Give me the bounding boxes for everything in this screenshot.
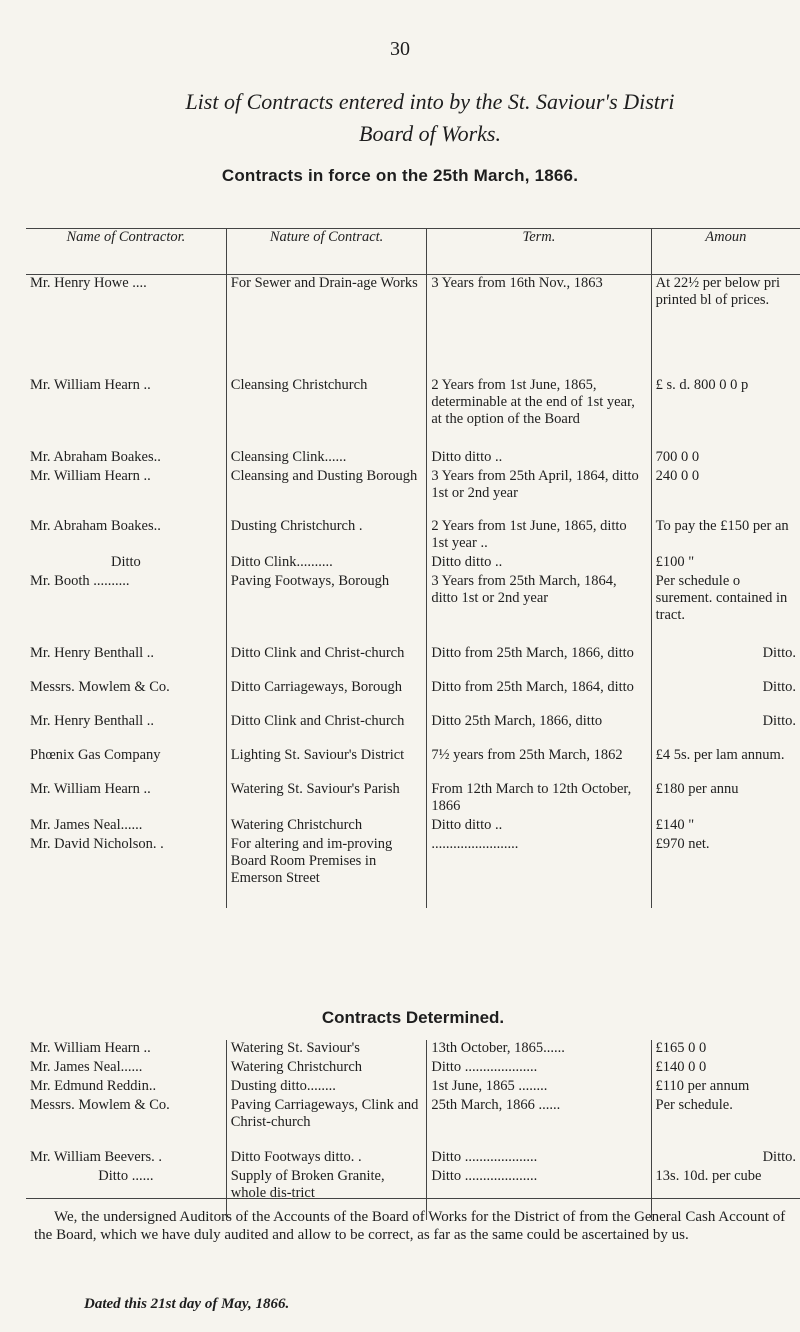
table-row: [26, 275, 800, 377]
contract-amount: £ s. d. 800 0 0 p: [651, 377, 800, 449]
contractor-name: Mr. James Neal......: [30, 817, 143, 833]
header-bottom-rule: [26, 274, 800, 275]
contractor-name: Mr. James Neal......: [30, 1059, 143, 1075]
contractor-name: Messrs. Mowlem & Co.: [30, 1097, 170, 1113]
table-row: [26, 1149, 800, 1168]
contract-nature: Paving Carriageways, Clink and Christ-church: [226, 1097, 427, 1149]
contract-nature: Dusting ditto........: [226, 1078, 427, 1097]
contract-term: 2 Years from 1st June, 1865, determinable at the end of 1st year, at the option of the Board: [427, 377, 651, 449]
contract-amount: To pay the £150 per an: [651, 518, 800, 554]
contract-nature: Ditto Clink and Christ-church: [226, 645, 427, 679]
contract-term: Ditto ditto ..: [427, 817, 651, 836]
contract-amount: Ditto.: [651, 645, 800, 679]
contract-term: Ditto from 25th March, 1866, ditto: [427, 645, 651, 679]
contractor-name: Mr. Edmund Reddin..: [30, 1078, 157, 1094]
table-row: [26, 554, 800, 573]
contract-nature: For altering and im-proving Board Room Premises in Emerson Street: [226, 836, 427, 908]
contractor-name: Ditto ......: [98, 1168, 154, 1184]
contract-nature: Supply of Broken Granite, whole dis-trict: [226, 1168, 427, 1220]
contract-amount: 700 0 0: [651, 449, 800, 468]
contract-term: Ditto 25th March, 1866, ditto: [427, 713, 651, 747]
contract-amount: £140 ": [651, 817, 800, 836]
auditors-statement: We, the undersigned Auditors of the Accounts of the Board of Works for the District of from the General Cash Account of the Board, which we have duly audited and allow to be correct, as far as the same could be ascertained by us.: [34, 1209, 786, 1243]
contractor-name: Mr. William Beevers. .: [30, 1149, 163, 1165]
contract-nature: Cleansing Christchurch: [226, 377, 427, 449]
table-row: [26, 836, 800, 908]
table-row: [26, 518, 800, 554]
page-number: 30: [390, 38, 410, 60]
title-line-1: List of Contracts entered into by the St. Saviour's Distri: [185, 89, 675, 114]
contract-term: Ditto ....................: [427, 1149, 651, 1168]
contract-term: 1st June, 1865 ........: [427, 1078, 651, 1097]
table-row: [26, 1078, 800, 1097]
contract-nature: Dusting Christchurch .: [226, 518, 427, 554]
contract-nature: For Sewer and Drain-age Works: [226, 275, 427, 377]
contract-nature: Cleansing Clink......: [226, 449, 427, 468]
contractor-name: Mr. William Hearn ..: [30, 377, 151, 393]
table-row: [26, 573, 800, 645]
contract-nature: Ditto Carriageways, Borough: [226, 679, 427, 713]
contract-amount: £970 net.: [651, 836, 800, 908]
contracts-determined-table: [26, 1040, 800, 1220]
table-row: [26, 645, 800, 679]
contract-term: Ditto ditto ..: [427, 449, 651, 468]
contractor-name: Mr. Abraham Boakes..: [30, 449, 161, 465]
contract-nature: Watering Christchurch: [226, 1059, 427, 1078]
contractor-name: Mr. Henry Benthall ..: [30, 713, 155, 729]
table-row: [26, 449, 800, 468]
contract-nature: Ditto Clink and Christ-church: [226, 713, 427, 747]
table-row: [26, 1059, 800, 1078]
contractor-name: Mr. David Nicholson. .: [30, 836, 164, 852]
contract-nature: Ditto Clink..........: [226, 554, 427, 573]
contract-nature: Watering Christchurch: [226, 817, 427, 836]
contract-term: Ditto ditto ..: [427, 554, 651, 573]
table-row: [26, 781, 800, 817]
contracts-in-force-table: [26, 229, 800, 908]
contract-term: ........................: [427, 836, 651, 908]
header-amount: Amoun: [651, 229, 800, 275]
table-row: [26, 377, 800, 449]
contract-nature: Ditto Footways ditto. .: [226, 1149, 427, 1168]
header-term: Term.: [427, 229, 651, 275]
contract-amount: £180 per annu: [651, 781, 800, 817]
contract-nature: Lighting St. Saviour's District: [226, 747, 427, 781]
table-row: [26, 1097, 800, 1149]
contract-term: Ditto ....................: [427, 1059, 651, 1078]
contract-amount: £110 per annum: [651, 1078, 800, 1097]
contract-term: 3 Years from 25th March, 1864, ditto 1st or 2nd year: [427, 573, 651, 645]
contractor-name: Mr. Abraham Boakes..: [30, 518, 161, 534]
table-row: [26, 468, 800, 518]
contract-term: 13th October, 1865......: [427, 1040, 651, 1059]
table-row: [26, 817, 800, 836]
contracts-determined-heading: Contracts Determined.: [321, 1008, 505, 1027]
contract-term: 7½ years from 25th March, 1862: [427, 747, 651, 781]
contract-amount: 13s. 10d. per cube: [651, 1168, 800, 1220]
contract-term: 25th March, 1866 ......: [427, 1097, 651, 1149]
contract-term: From 12th March to 12th October, 1866: [427, 781, 651, 817]
contract-amount: £140 0 0: [651, 1059, 800, 1078]
contractor-name: Messrs. Mowlem & Co.: [30, 679, 170, 695]
contract-nature: Watering St. Saviour's: [226, 1040, 427, 1059]
table-row: [26, 1040, 800, 1059]
contractor-name: Mr. Booth ..........: [30, 573, 130, 589]
contractor-name: Mr. Henry Howe ....: [30, 275, 147, 291]
contract-amount: £100 ": [651, 554, 800, 573]
table-row: [26, 679, 800, 713]
dated-line: Dated this 21st day of May, 1866.: [84, 1296, 290, 1312]
contract-nature: Cleansing and Dusting Borough: [226, 468, 427, 518]
contract-nature: Paving Footways, Borough: [226, 573, 427, 645]
contract-amount: Ditto.: [651, 1149, 800, 1168]
contractor-name: Mr. Henry Benthall ..: [30, 645, 155, 661]
contract-amount: Ditto.: [651, 713, 800, 747]
contractor-name: Mr. William Hearn ..: [30, 781, 151, 797]
contract-amount: £4 5s. per lam annum.: [651, 747, 800, 781]
contract-amount: Ditto.: [651, 679, 800, 713]
contract-term: 2 Years from 1st June, 1865, ditto 1st year ..: [427, 518, 651, 554]
contract-term: Ditto from 25th March, 1864, ditto: [427, 679, 651, 713]
table-row: [26, 713, 800, 747]
table-row: [26, 747, 800, 781]
contract-amount: £165 0 0: [651, 1040, 800, 1059]
contract-nature: Watering St. Saviour's Parish: [226, 781, 427, 817]
contractor-name: Mr. William Hearn ..: [30, 1040, 151, 1056]
contractor-name: Phœnix Gas Company: [30, 747, 161, 763]
contract-amount: Per schedule o surement. contained in tract.: [651, 573, 800, 645]
title-line-2: Board of Works.: [359, 121, 501, 146]
contract-amount: 240 0 0: [651, 468, 800, 518]
contract-amount: Per schedule.: [651, 1097, 800, 1149]
contract-term: 3 Years from 25th April, 1864, ditto 1st or 2nd year: [427, 468, 651, 518]
table-header-row: [26, 229, 800, 275]
header-name: Name of Contractor.: [66, 229, 186, 245]
contractor-name: Ditto: [110, 554, 141, 570]
header-nature: Nature of Contract.: [226, 229, 427, 275]
contractor-name: Mr. William Hearn ..: [30, 468, 151, 484]
section-subtitle: Contracts in force on the 25th March, 1866.: [221, 166, 579, 185]
table-bottom-rule: [26, 1198, 800, 1199]
contract-term: Ditto ....................: [427, 1168, 651, 1220]
contract-term: 3 Years from 16th Nov., 1863: [427, 275, 651, 377]
contract-amount: At 22½ per below pri printed bl of prices.: [651, 275, 800, 377]
document-title: [70, 86, 790, 150]
